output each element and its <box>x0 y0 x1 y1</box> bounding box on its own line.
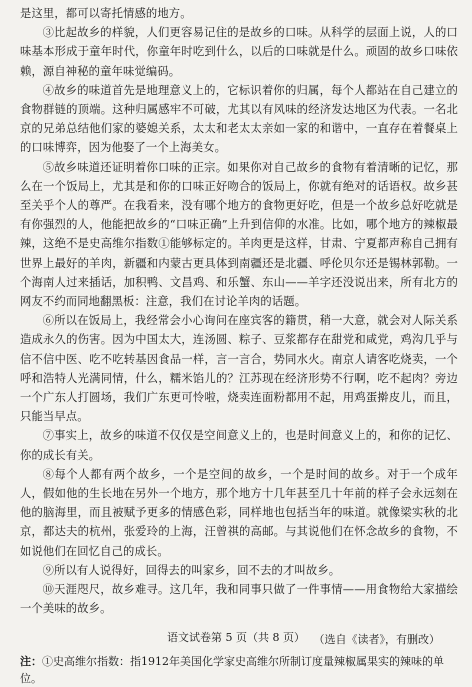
page-footer: 语文试卷第 5 页（共 8 页） <box>167 631 305 644</box>
paragraph-3: ③比起故乡的样貌，人们更容易记住的是故乡的口味。从科学的层面上说，人的口味基本形成于童年时代，你童年时吃到什么，以后的口味就是什么。顽固的故乡口味依赖，源自神秘的童年味觉编码。 <box>20 26 458 78</box>
footnote <box>20 653 458 687</box>
paragraph-6: ⑥所以在饭局上，我经常会小心询问在座宾客的籍贯，稍一大意，就会对人际关系造成永久的伤害。因为中国太大，连汤圆、粽子、豆浆都存在甜党和咸党，鸡沟几乎与信不信中医、吃不吃转基因食品一样，言一言合，势同水火。南京人请客吃烧卖，一个呼和浩特人光满同情，什么，糯米馅儿的？江苏现在经济形势不行啊，吃不起肉？旁边一个广东人打圆场，我们广东更可怜啦，烧卖连面粉都用不起，用鸡蛋擀皮儿，而且，只能当早点。 <box>20 314 458 424</box>
paragraph-10: ⑩天涯咫尺，故乡难寻。这几年，我和同事只做了一件事情——用食物给大家描绘一个美味的故乡。 <box>20 583 458 616</box>
paragraph-7: ⑦事实上，故乡的味道不仅仅是空间意义上的，也是时间意义上的，和你的记忆、你的成长有关。 <box>20 429 458 462</box>
paragraph-9: ⑨所以有人说得好，回得去的叫家乡，回不去的才叫故乡。 <box>42 563 341 577</box>
paragraph-8: ⑧每个人都有两个故乡，一个是空间的故乡，一个是时间的故乡。对于一个成年人，假如他的生长地在另外一个地方，那个地方十几年甚至几十年前的样子会永远刻在他的脑海里，而且被赋予更多的情感色彩，同样地也包括当年的味道。就像梁实秋的北京，都达夫的杭州，张爱玲的上海，汪曾祺的高邮。与其说他们在怀念故乡的食物，不如说他们在回忆自己的成长。 <box>20 467 458 558</box>
footnote-text: ①史高维尔指数：指1912年美国化学家史高维尔所制订度量辣椒属果实的辣味的单位。 <box>20 654 444 685</box>
paragraph-continued: 是这里，都可以寄托情感的地方。 <box>20 7 192 20</box>
paragraph-4: ④故乡的味道首先是地理意义上的，它标识着你的归属，每个人都站在自己建立的食物群链的顶端。这种归属感牢不可破，尤其以有风味的经济发达地区为代表。一名北京的兄弟总结他们家的婆媳关系，太太和老太太亲如一家的和谐中，一直存在着餐桌上的口味博弈，因为他娶了一个上海美女。 <box>20 83 458 155</box>
paragraph-5: ⑤故乡味道还证明着你口味的正宗。如果你对自己故乡的食物有着清晰的记忆，那么在一个饭局上，尤其是和你的口味正好吻合的饭局上，你就有绝对的话语权。故乡甚至关乎个人的尊严。在我看来，没有哪个地方的食物更好吃，但是一个故乡总好吃就是有你强烈的人，他能把故乡的“口味正确”上升到信仰的水准。比如，哪个地方的辣椒最辣，这绝不是史高维尔指数①能够标定的。羊肉更是这样，甘肃、宁夏都声称自己拥有世界上最好的羊肉，新疆和内蒙古更具体到南疆还是北疆、呼伦贝尔还是锡林郭勒。一个海南人过来插话，加积鸭、文昌鸡、和乐蟹、东山——羊字还没说出来，所有北方的网友不约而同地翻黑板：注意，我们在讨论羊肉的话题。 <box>20 160 458 309</box>
footnote-label: 注： <box>20 654 42 668</box>
source-citation: （选自《读者》，有删改） <box>313 632 440 646</box>
